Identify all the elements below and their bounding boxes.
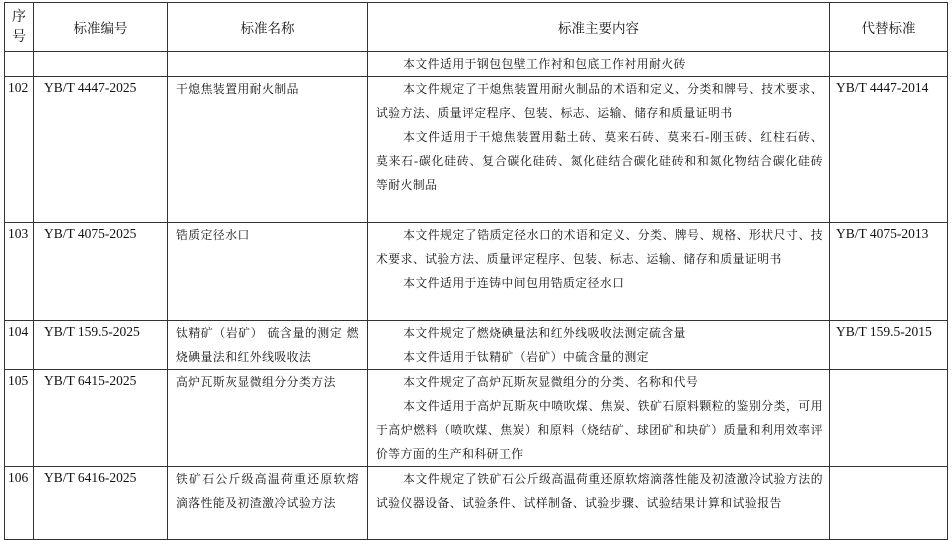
- row-replaced: [830, 467, 948, 540]
- continuation-replaced: [830, 52, 948, 77]
- row-content: [368, 321, 830, 370]
- row-content: [368, 223, 830, 321]
- continuation-paragraph: 本文件适用于钢包包壁工作衬和包底工作衬用耐火砖: [403, 57, 686, 71]
- row-code: YB/T 159.5-2025: [34, 321, 168, 370]
- content-paragraph: 本文件适用于高炉瓦斯灰中喷吹煤、焦炭、铁矿石原料颗粒的鉴别分类，可用于高炉燃料（喷吹煤、焦炭）和原料（烧结矿、球团矿和块矿）质量和利用效率评价等方面的生产和科研工作: [376, 399, 823, 461]
- row-seq: 104: [5, 321, 34, 370]
- row-code: YB/T 6416-2025: [34, 467, 168, 540]
- header-code: 标准编号: [34, 3, 168, 52]
- header-name: 标准名称: [168, 3, 368, 52]
- row-content: [368, 77, 830, 223]
- header-seq-text: 序号: [12, 9, 26, 45]
- continuation-row: [5, 52, 948, 77]
- row-name: 铁矿石公斤级高温荷重还原软熔滴落性能及初渣激冷试验方法: [168, 467, 368, 540]
- table-row: [5, 223, 948, 321]
- row-name: 钛精矿（岩矿） 硫含量的测定 燃烧碘量法和红外线吸收法: [168, 321, 368, 370]
- row-code: YB/T 4447-2025: [34, 77, 168, 223]
- continuation-content: [368, 52, 830, 77]
- content-paragraph: 本文件适用于干熄焦装置用黏土砖、莫来石砖、莫来石-刚玉砖、红柱石砖、莫来石-碳化硅砖、复合碳化硅砖、氮化硅结合碳化硅砖和和氮化物结合碳化硅砖等耐火制品: [376, 130, 823, 192]
- content-paragraph: 本文件规定了铁矿石公斤级高温荷重还原软熔滴落性能及初渣激冷试验方法的试验仪器设备、试验条件、试样制备、试验步骤、试验结果计算和试验报告: [376, 472, 823, 510]
- content-paragraph: 本文件适用于连铸中间包用锆质定径水口: [403, 276, 625, 290]
- standards-table: [4, 2, 948, 540]
- header-content: 标准主要内容: [368, 3, 830, 52]
- continuation-seq: [5, 52, 34, 77]
- continuation-name: [168, 52, 368, 77]
- row-seq: 106: [5, 467, 34, 540]
- row-content: [368, 467, 830, 540]
- row-replaced: YB/T 4447-2014: [830, 77, 948, 223]
- content-paragraph: 本文件规定了干熄焦装置用耐火制品的术语和定义、分类和牌号、技术要求、试验方法、质量评定程序、包装、标志、运输、储存和质量证明书: [376, 82, 823, 120]
- table-row: [5, 370, 948, 467]
- row-seq: 103: [5, 223, 34, 321]
- content-paragraph: 本文件规定了燃烧碘量法和红外线吸收法测定硫含量: [403, 326, 686, 340]
- table-row: [5, 77, 948, 223]
- row-code: YB/T 4075-2025: [34, 223, 168, 321]
- row-seq: 105: [5, 370, 34, 467]
- row-seq: 102: [5, 77, 34, 223]
- row-name: 高炉瓦斯灰显微组分分类方法: [168, 370, 368, 467]
- content-paragraph: 本文件适用于钛精矿（岩矿）中硫含量的测定: [403, 350, 650, 364]
- content-paragraph: 本文件规定了锆质定径水口的术语和定义、分类、牌号、规格、形状尺寸、技术要求、试验方法、质量评定程序、包装、标志、运输、储存和质量证明书: [376, 228, 823, 266]
- table-row: [5, 321, 948, 370]
- continuation-code: [34, 52, 168, 77]
- row-content: [368, 370, 830, 467]
- header-row: [5, 3, 948, 52]
- row-replaced: YB/T 159.5-2015: [830, 321, 948, 370]
- table-row: [5, 467, 948, 540]
- row-code: YB/T 6415-2025: [34, 370, 168, 467]
- row-name: 干熄焦装置用耐火制品: [168, 77, 368, 223]
- row-replaced: [830, 370, 948, 467]
- header-seq: [5, 3, 34, 52]
- row-replaced: YB/T 4075-2013: [830, 223, 948, 321]
- content-paragraph: 本文件规定了高炉瓦斯灰显微组分的分类、名称和代号: [403, 375, 699, 389]
- row-name: 锆质定径水口: [168, 223, 368, 321]
- header-replaced: 代替标准: [830, 3, 948, 52]
